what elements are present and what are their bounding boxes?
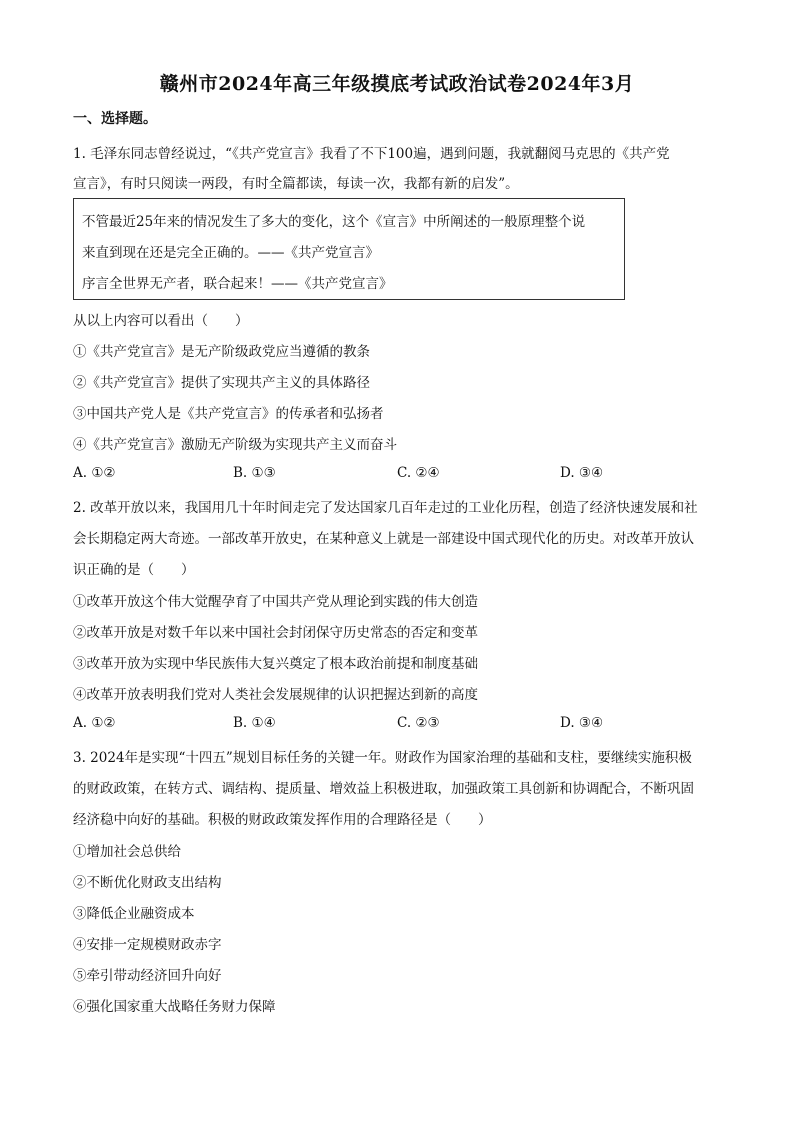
q2-stem-line-3: 识正确的是（ ） [73,562,195,578]
q3-option-3: ③降低企业融资成本 [73,906,195,922]
q3-option-2: ②不断优化财政支出结构 [73,875,222,891]
q1-answer-choices [73,465,673,483]
q2-choice-b: B. ①④ [233,715,276,731]
q2-answer-choices [73,715,673,733]
q2-option-3: ③改革开放为实现中华民族伟大复兴奠定了根本政治前提和制度基础 [73,656,478,672]
q3-option-1: ①增加社会总供给 [73,844,181,860]
page-title: 赣州市2024年高三年级摸底考试政治试卷2024年3月 [159,73,635,95]
q1-choice-a: A. ①② [73,465,116,481]
q1-option-2: ②《共产党宣言》提供了实现共产主义的具体路径 [73,375,370,391]
q2-option-2: ②改革开放是对数千年以来中国社会封闭保守历史常态的否定和变革 [73,625,478,641]
q1-quote-line-1: 不管最近25年来的情况发生了多大的变化，这个《宣言》中所阐述的一般原理整个说 [82,214,586,230]
q1-prompt: 从以上内容可以看出（ ） [73,313,249,329]
q2-choice-d: D. ③④ [560,715,604,731]
q1-choice-d: D. ③④ [560,465,604,481]
q3-stem-line-1: 3. 2024年是实现“十四五”规划目标任务的关键一年。财政作为国家治理的基础和支柱，要继续实施积极 [73,750,692,766]
q1-quote-box [73,198,625,300]
q1-choice-c: C. ②④ [397,465,440,481]
q2-choice-c: C. ②③ [397,715,440,731]
q3-stem-line-3: 经济稳中向好的基础。积极的财政政策发挥作用的合理路径是（ ） [73,812,492,828]
q2-option-4: ④改革开放表明我们党对人类社会发展规律的认识把握达到新的高度 [73,687,478,703]
q2-stem-line-1: 2. 改革开放以来，我国用几十年时间走完了发达国家几百年走过的工业化历程，创造了经济快速发展和社 [73,500,698,516]
q1-option-3: ③中国共产党人是《共产党宣言》的传承者和弘扬者 [73,406,384,422]
q3-option-5: ⑤牵引带动经济回升向好 [73,968,222,984]
q1-stem-line-1: 1. 毛泽东同志曾经说过，“《共产党宣言》我看了不下100遍，遇到问题，我就翻阅马克思的《共产党 [73,146,670,162]
q1-quote-line-3: 序言全世界无产者，联合起来！——《共产党宣言》 [82,276,393,292]
q3-stem-line-2: 的财政政策，在转方式、调结构、提质量、增效益上积极进取，加强政策工具创新和协调配合，不断巩固 [73,781,694,797]
q2-option-1: ①改革开放这个伟大觉醒孕育了中国共产党从理论到实践的伟大创造 [73,594,478,610]
q3-option-6: ⑥强化国家重大战略任务财力保障 [73,999,276,1015]
q2-choice-a: A. ①② [73,715,116,731]
q1-option-1: ①《共产党宣言》是无产阶级政党应当遵循的教条 [73,344,370,360]
q2-stem-line-2: 会长期稳定两大奇迹。一部改革开放史，在某种意义上就是一部建设中国式现代化的历史。对改革开放认 [73,531,694,547]
q3-option-4: ④安排一定规模财政赤字 [73,937,222,953]
q1-choice-b: B. ①③ [233,465,276,481]
q1-stem-line-2: 宣言》，有时只阅读一两段，有时全篇都读，每读一次，我都有新的启发”。 [73,176,519,192]
section-heading: 一、选择题。 [73,111,157,127]
q1-option-4: ④《共产党宣言》激励无产阶级为实现共产主义而奋斗 [73,437,397,453]
q1-quote-line-2: 来直到现在还是完全正确的。——《共产党宣言》 [82,245,379,261]
